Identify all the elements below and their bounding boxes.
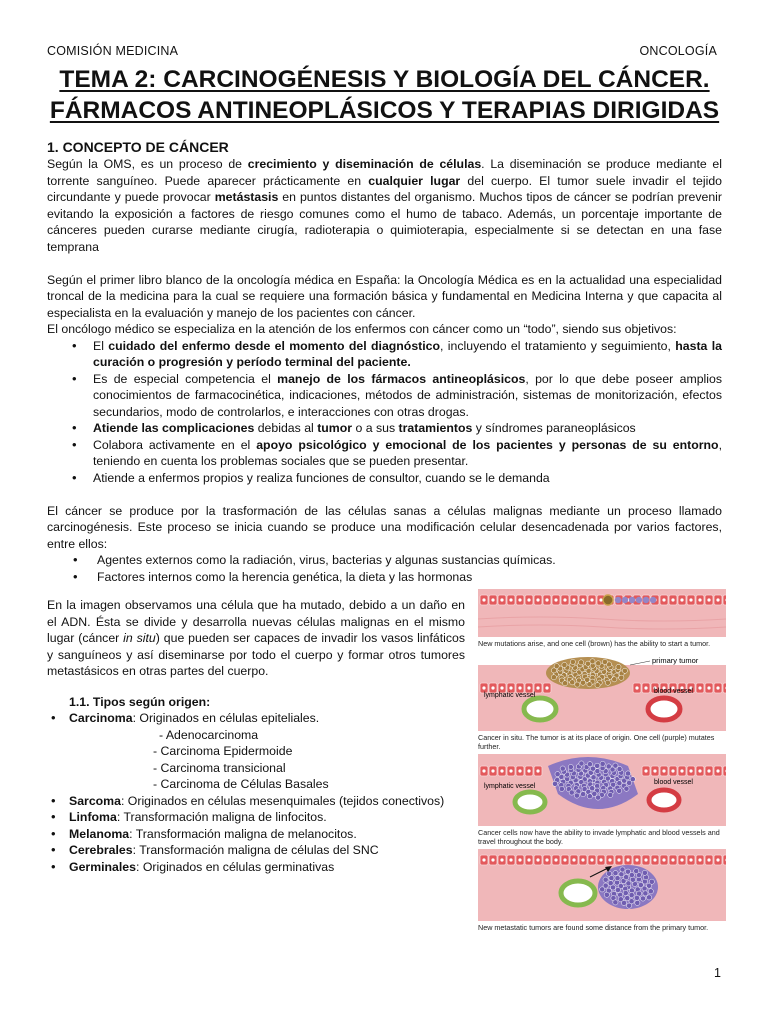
- cell-nucleus: [518, 769, 521, 772]
- factors-list: [47, 552, 722, 585]
- cell-nucleus: [599, 858, 602, 861]
- mutated-cell-brown: [603, 595, 613, 605]
- tumor-cell: [605, 680, 610, 685]
- cell-nucleus: [707, 858, 710, 861]
- cell-nucleus: [680, 769, 683, 772]
- cell-nucleus: [491, 769, 494, 772]
- cell-nucleus: [590, 858, 593, 861]
- type-item: [47, 809, 465, 826]
- tumor-cell: [623, 890, 628, 895]
- cell-nucleus: [482, 858, 485, 861]
- text-run: , por lo que debe poseer amplios conocimientos de farmacocinética, indicaciones, métodos de administración, sistemas de monitorización, efectos secundarios, modo de controlarlos, e interacciones con otras drogas.: [93, 371, 722, 419]
- left-column: [47, 597, 465, 875]
- carcinoma-subtype: - Carcinoma de Células Basales: [153, 777, 329, 791]
- blood-vessel: [648, 698, 680, 720]
- tumor-cell: [624, 786, 629, 791]
- type-description: : Transformación maligna de melanocitos.: [129, 826, 357, 841]
- tumor-cell: [630, 877, 635, 882]
- purple-cell: [615, 597, 621, 603]
- tumor-cell: [587, 794, 592, 799]
- text-run: Atiende las complicaciones: [93, 421, 255, 435]
- pointer-line: [630, 661, 650, 665]
- tumor-cell: [579, 761, 584, 766]
- cell-nucleus: [482, 686, 485, 689]
- text-run: El: [93, 338, 109, 353]
- tumor-cell: [627, 903, 632, 908]
- list-item: [47, 437, 722, 470]
- purple-cell: [643, 597, 649, 603]
- tumor-cell: [643, 891, 648, 896]
- text-run: Es de especial competencia el: [93, 371, 278, 386]
- tumor-cell: [615, 876, 620, 881]
- tumor-cell: [615, 887, 620, 892]
- tumor-cell: [625, 771, 630, 776]
- tumor-cell: [579, 660, 584, 665]
- cell-nucleus: [563, 598, 566, 601]
- text-run: en puntos distantes del organismo. Muchos tipos de cáncer se podrían prevenir evitando la exposición a factores de riesgo comunes como el humo de tabaco. Además, un porcentaje importante de cánceres pueden curarse mediante cirugía, radioterapia o quimioterapia, especialmente si se detectan en una fase temprana: [47, 190, 722, 254]
- tumor-cell: [596, 795, 601, 800]
- text-run: del cuerpo. El tumor suele invadir el tejido circundante y puede provocar: [47, 173, 723, 204]
- tumor-cell: [595, 763, 600, 768]
- types-heading: 1.1. Tipos según origen:: [69, 694, 211, 709]
- types-list: [47, 710, 465, 875]
- tumor-cell: [606, 764, 611, 769]
- text-run: En la imagen observamos una célula que ha mutado, debido a un daño en el ADN. Ésta se divide y desarrolla nuevas células malignas en el mismo lugar (cáncer: [47, 598, 465, 645]
- tumor-cell: [603, 877, 608, 882]
- text-run: manejo de los fármacos antineoplásicos: [277, 371, 526, 386]
- panel-invasion: [478, 754, 726, 826]
- tumor-cell: [634, 895, 639, 900]
- header-right: ONCOLOGÍA: [639, 44, 717, 58]
- text-run: apoyo psicológico y emocional de los pacientes y personas de su entorno: [256, 437, 719, 452]
- page-number: 1: [714, 966, 721, 980]
- type-name: Sarcoma: [69, 793, 121, 808]
- cell-nucleus: [707, 769, 710, 772]
- title-line-1: TEMA 2: CARCINOGÉNESIS Y BIOLOGÍA DEL CÁNCER.: [59, 66, 710, 93]
- text-run: , incluyendo el tratamiento y seguimiento,: [440, 338, 676, 353]
- type-description: : Originados en células germinativas: [136, 859, 335, 874]
- cell-nucleus: [572, 598, 575, 601]
- paragraph-oncologo: [47, 321, 722, 338]
- type-item: [47, 842, 465, 859]
- tumor-cell: [562, 681, 567, 686]
- text-run: El oncólogo médico se especializa en la atención de los enfermos con cáncer como un “todo”, siendo sus objetivos:: [47, 322, 677, 336]
- label-blood-vessel: blood vessel: [654, 779, 693, 786]
- list-item: [47, 569, 722, 586]
- tumor-cell: [635, 900, 640, 905]
- lymphatic-vessel: [561, 881, 595, 905]
- text-run: y síndromes paraneoplásicos: [472, 421, 636, 435]
- cell-nucleus: [716, 598, 719, 601]
- carcinoma-subtype: - Adenocarcinoma: [159, 727, 259, 742]
- tumor-cell: [642, 886, 647, 891]
- cell-nucleus: [509, 858, 512, 861]
- cell-nucleus: [482, 769, 485, 772]
- cell-nucleus: [680, 858, 683, 861]
- cancer-progression-figure: [478, 589, 726, 932]
- cell-nucleus: [644, 858, 647, 861]
- section-heading: 1. CONCEPTO DE CÁNCER: [47, 139, 229, 155]
- cell-nucleus: [554, 858, 557, 861]
- type-name: Carcinoma: [69, 711, 133, 725]
- text-run: hasta la curación o progresión y período terminal del paciente.: [93, 338, 722, 369]
- tumor-cell: [570, 680, 575, 685]
- paragraph-oms: [47, 156, 722, 255]
- cell-nucleus: [527, 769, 530, 772]
- cell-nucleus: [599, 598, 602, 601]
- page-title: [47, 64, 722, 126]
- type-name: Melanoma: [69, 826, 130, 841]
- tumor-cell: [590, 659, 595, 664]
- text-run: metástasis: [214, 190, 279, 204]
- cell-nucleus: [527, 858, 530, 861]
- text-run: Agentes externos como la radiación, virus, bacterias y algunas sustancias químicas.: [97, 553, 556, 567]
- cell-nucleus: [536, 598, 539, 601]
- text-run: , teniendo en cuenta los problemas sociales que se pueden presentar.: [93, 437, 722, 468]
- cell-nucleus: [536, 858, 539, 861]
- list-item: [47, 420, 722, 437]
- tumor-cell: [575, 682, 580, 687]
- cell-nucleus: [698, 598, 701, 601]
- cell-nucleus: [527, 598, 530, 601]
- tumor-cell: [621, 900, 626, 905]
- tumor-cell: [640, 896, 645, 901]
- list-item: [47, 470, 722, 487]
- type-item: [47, 826, 465, 843]
- cell-nucleus: [536, 686, 539, 689]
- tumor-cell: [560, 766, 565, 771]
- cell-nucleus: [698, 686, 701, 689]
- blood-vessel: [649, 790, 679, 810]
- cell-nucleus: [500, 769, 503, 772]
- text-run: Factores internos como la herencia genética, la dieta y las hormonas: [97, 569, 473, 584]
- cell-nucleus: [680, 598, 683, 601]
- cell-nucleus: [716, 769, 719, 772]
- cell-nucleus: [527, 686, 530, 689]
- type-name: Cerebrales: [69, 843, 133, 857]
- tumor-cell: [555, 772, 560, 777]
- tumor-cell: [568, 764, 573, 769]
- label-blood-vessel: blood vessel: [654, 688, 693, 695]
- tumor-cell: [619, 872, 624, 877]
- cell-nucleus: [491, 598, 494, 601]
- cell-nucleus: [518, 686, 521, 689]
- cell-nucleus: [689, 598, 692, 601]
- cell-nucleus: [500, 598, 503, 601]
- panel-metastasis: [478, 849, 726, 921]
- cell-nucleus: [518, 598, 521, 601]
- cell-nucleus: [509, 686, 512, 689]
- tumor-cell: [634, 868, 639, 873]
- text-run: El cáncer se produce por la trasformación de las células sanas a células malignas mediante un proceso llamado carcinogénesis. Este proceso se inicia cuando se produce una modificación celular desencadenada por varios factores, entre ellos:: [47, 503, 722, 551]
- tumor-cell: [620, 867, 625, 872]
- cell-nucleus: [689, 858, 692, 861]
- cell-nucleus: [581, 858, 584, 861]
- text-run: cuidado del enfermo desde el momento del diagnóstico: [108, 338, 441, 353]
- tumor-cell: [552, 781, 557, 786]
- purple-cell: [629, 597, 635, 603]
- type-item: [47, 710, 465, 727]
- text-run: tumor: [317, 421, 353, 435]
- tumor-cell: [602, 659, 607, 664]
- tumor-cell: [570, 659, 575, 664]
- cell-nucleus: [518, 858, 521, 861]
- tumor-cell: [613, 763, 618, 768]
- label-lymphatic-vessel: lymphatic vessel: [484, 783, 536, 790]
- page-header: [47, 44, 717, 58]
- tumor-cell: [642, 870, 647, 875]
- tumor-cell: [622, 668, 627, 673]
- tumor-cell: [554, 664, 559, 669]
- cell-nucleus: [545, 858, 548, 861]
- cell-nucleus: [608, 858, 611, 861]
- header-left: COMISIÓN MEDICINA: [47, 44, 179, 58]
- document-page: [47, 58, 723, 932]
- cell-nucleus: [644, 686, 647, 689]
- text-run: o a sus: [352, 421, 399, 435]
- text-run: Según la OMS, es un proceso de: [47, 157, 248, 171]
- tumor-cell: [626, 881, 631, 886]
- text-run: Colabora activamente en el: [93, 437, 257, 452]
- title-line-2: FÁRMACOS ANTINEOPLÁSICOS Y TERAPIAS DIRIGIDAS: [49, 97, 720, 124]
- tumor-cell: [606, 871, 611, 876]
- label-lymphatic-vessel: lymphatic vessel: [484, 692, 536, 699]
- objectives-list: [47, 338, 722, 487]
- cell-nucleus: [716, 686, 719, 689]
- panel-mutation: [478, 589, 726, 637]
- tumor-cell: [646, 895, 651, 900]
- lymphatic-vessel: [515, 792, 545, 812]
- text-run: cualquier lugar: [368, 173, 461, 188]
- tumor-cell: [604, 892, 609, 897]
- tumor-cell: [569, 790, 574, 795]
- type-description: : Transformación maligna de células del SNC: [132, 843, 379, 857]
- type-item: [47, 859, 465, 876]
- cell-nucleus: [635, 686, 638, 689]
- text-run: . La diseminación se produce mediante el torrente sanguíneo. Puede aparecer prácticamente en: [47, 157, 722, 188]
- cell-nucleus: [671, 769, 674, 772]
- tumor-cell: [591, 775, 596, 780]
- tumor-cell: [616, 664, 621, 669]
- tumor-cell: [559, 786, 564, 791]
- cell-nucleus: [662, 769, 665, 772]
- paragraph-libro-blanco: [47, 272, 722, 322]
- tumor-cell: [608, 881, 613, 886]
- caption-metastasis: New metastatic tumors are found some distance from the primary tumor.: [478, 923, 709, 932]
- type-name: Linfoma: [69, 810, 117, 824]
- tumor-cell: [562, 662, 567, 667]
- cell-nucleus: [653, 769, 656, 772]
- cell-nucleus: [491, 686, 494, 689]
- cell-nucleus: [626, 858, 629, 861]
- cell-nucleus: [716, 858, 719, 861]
- text-run: Atiende a enfermos propios y realiza funciones de consultor, cuando se le demanda: [93, 470, 550, 485]
- tumor-cell: [612, 677, 617, 682]
- carcinoma-subtype: - Carcinoma Epidermoide: [153, 744, 293, 758]
- tumor-cell: [587, 762, 592, 767]
- cell-nucleus: [635, 858, 638, 861]
- text-run: Según el primer libro blanco de la oncología médica en España: la Oncología Médica es en la actualidad una especialidad troncal de la medicina para la cual se requiere una formación básica y fundamental en Medicina Interna y que capacita al especialista en la evaluación y manejo de los pacientes con cáncer.: [47, 272, 722, 320]
- purple-cell: [622, 597, 628, 603]
- cell-nucleus: [545, 598, 548, 601]
- cell-nucleus: [509, 769, 512, 772]
- cell-nucleus: [482, 598, 485, 601]
- label-primary-tumor: primary tumor: [652, 656, 699, 665]
- lymphatic-vessel: [524, 698, 556, 720]
- tumor-cell: [624, 875, 629, 880]
- tumor-cell: [613, 900, 618, 905]
- cell-nucleus: [671, 858, 674, 861]
- carcinoma-subtype: - Carcinoma transicional: [153, 760, 286, 775]
- list-item: [47, 338, 722, 371]
- panel-in-situ: [478, 651, 726, 731]
- cell-nucleus: [707, 686, 710, 689]
- type-description: : Originados en células epiteliales.: [132, 711, 320, 725]
- text-run: debidas al: [254, 421, 318, 435]
- cell-nucleus: [698, 858, 701, 861]
- epithelium-row: [480, 855, 726, 865]
- cell-nucleus: [491, 858, 494, 861]
- tumor-cell: [625, 869, 630, 874]
- tumor-cell: [600, 761, 605, 766]
- tumor-cell: [574, 793, 579, 798]
- list-item: [47, 552, 722, 569]
- cell-nucleus: [590, 598, 593, 601]
- cell-nucleus: [500, 686, 503, 689]
- cell-nucleus: [662, 598, 665, 601]
- cell-nucleus: [581, 598, 584, 601]
- tumor-cell: [630, 777, 635, 782]
- tumor-cell: [596, 661, 601, 666]
- text-run: tratamientos: [398, 421, 473, 435]
- cell-nucleus: [572, 858, 575, 861]
- type-item: [47, 793, 465, 810]
- tumor-cell: [551, 675, 556, 680]
- cell-nucleus: [689, 769, 692, 772]
- text-run: ) que pueden ser capaces de invadir los vasos linfáticos y sanguíneos y así diseminarse por todo el cuerpo y formar otros tumores metastásicos en otras partes del cuerpo.: [47, 631, 465, 678]
- cell-nucleus: [707, 598, 710, 601]
- cell-nucleus: [545, 686, 548, 689]
- cell-nucleus: [554, 598, 557, 601]
- list-item: [47, 371, 722, 421]
- two-column-section: [47, 597, 722, 932]
- cell-nucleus: [617, 858, 620, 861]
- cell-nucleus: [653, 858, 656, 861]
- tumor-cell: [648, 889, 653, 894]
- caption-invasion: Cancer cells now have the ability to invade lymphatic and blood vessels and travel throughout the body.: [478, 828, 720, 846]
- caption-mutation: New mutations arise, and one cell (brown) has the ability to start a tumor.: [478, 639, 711, 648]
- cell-nucleus: [671, 598, 674, 601]
- purple-cell: [650, 597, 656, 603]
- tumor-cell: [617, 788, 622, 793]
- tumor-cell: [613, 871, 618, 876]
- cell-nucleus: [536, 769, 539, 772]
- tumor-cell: [595, 683, 600, 688]
- tumor-cell: [580, 680, 585, 685]
- text-run: crecimiento y diseminación de células: [247, 157, 482, 171]
- cell-nucleus: [509, 598, 512, 601]
- epithelium-row: [480, 595, 726, 605]
- paragraph-image-description: [47, 597, 465, 680]
- tumor-cell: [580, 792, 585, 797]
- paragraph-carcinogenesis: [47, 503, 722, 553]
- text-run: in situ: [123, 631, 156, 645]
- caption-in-situ: Cancer in situ. The tumor is at its place of origin. One cell (purple) mutates further.: [478, 733, 715, 751]
- cell-nucleus: [644, 769, 647, 772]
- cell-nucleus: [563, 858, 566, 861]
- cell-nucleus: [500, 858, 503, 861]
- type-name: Germinales: [69, 859, 136, 874]
- purple-cell: [636, 597, 642, 603]
- tumor-cell: [619, 675, 624, 680]
- type-description: : Originados en células mesenquimales (tejidos conectivos): [120, 793, 445, 808]
- tumor-cell: [608, 792, 613, 797]
- type-description: : Transformación maligna de linfocitos.: [116, 810, 327, 824]
- cell-nucleus: [698, 769, 701, 772]
- tumor-cell: [600, 887, 605, 892]
- cell-nucleus: [662, 858, 665, 861]
- tumor-cell: [649, 879, 654, 884]
- tumor-cell: [587, 682, 592, 687]
